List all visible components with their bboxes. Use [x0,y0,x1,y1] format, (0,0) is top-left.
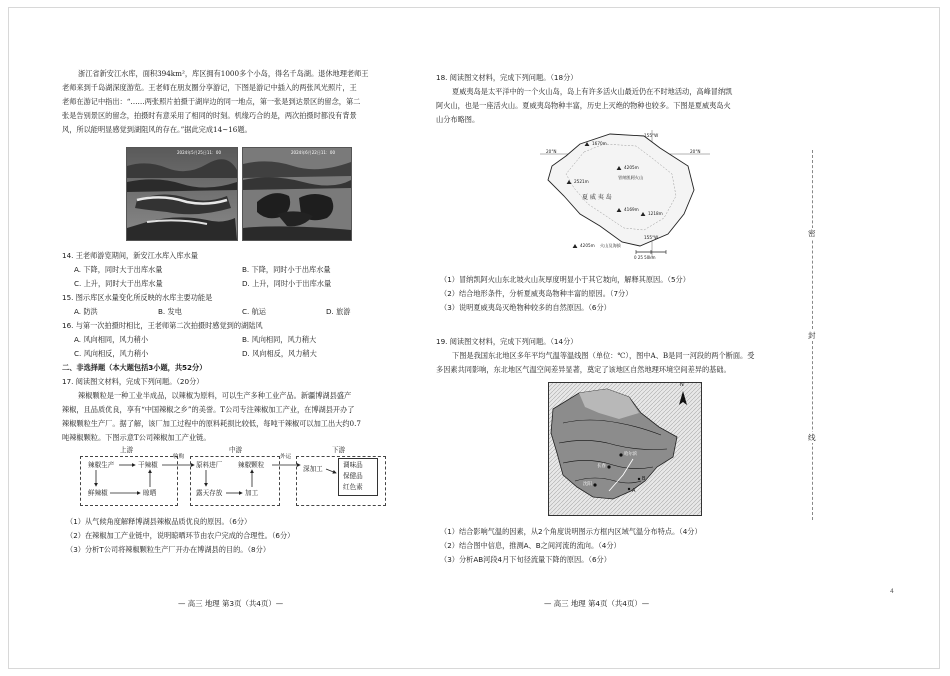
map-lat-right: 20°N [690,149,701,154]
chain-product-health: 保健品 [343,472,363,480]
map-legend-peak: 4205m [580,243,595,248]
chain-raw-material-entry: 原料进厂 [196,461,223,469]
right-page-footer: — 高三 地理 第4页（共4页）— [544,599,650,608]
q14-option-c[interactable]: C. 上升，同时大于出库水量 [74,279,163,288]
map-north-arrow-label: N [680,382,684,388]
q19-question-3: （3）分析AB河段4月下旬径流量下降的原因。（6分） [440,555,611,564]
map-city-shenyang: 沈阳 [583,482,592,487]
map-peak-mauna-kea-name: 冒纳凯阿火山 [618,175,644,180]
q19-question-2: （2）结合图中信息，推测A、B之间河流的流向。（4分） [440,541,621,550]
q18-question-2: （2）结合地形条件，分析夏威夷岛物种丰富的原因。（7分） [440,289,633,298]
chain-deep-processing: 深加工 [303,465,323,473]
map-peak-2521: 2521m [574,179,589,184]
map-city-harbin: 哈尔滨 [624,452,638,457]
chain-upstream-label: 上游 [120,446,134,454]
chain-downstream-label: 下游 [332,446,346,454]
chain-processing: 加工 [245,489,259,497]
chain-ship-out-label: 外运 [280,454,292,460]
q16-option-b[interactable]: B. 风向相同，风力稍大 [242,335,317,344]
chain-product-pigment: 红色素 [343,483,363,491]
map-island-name: 夏 威 夷 岛 [582,194,612,201]
map-point-b: B [642,476,646,482]
q17-material-4: 吨辣椒颗粒。下图示意T公司辣椒加工产业链。 [62,433,211,442]
map-city-changchun: 长春 [597,464,606,469]
q19-material-2: 多因素共同影响，东北地区气温空间差异显著，奠定了该地区自然地理环境空间差异的基础。 [436,365,731,374]
map-peak-4169: 4169m [624,207,639,212]
q15-stem: 15. 图示库区水量变化所反映的水库主要功能是 [62,293,213,302]
intro-line-5: 风，所以能明显感觉到湖阻风的存在。”据此完成14~16题。 [62,125,252,134]
chain-pepper-production: 辣椒生产 [88,461,115,469]
q18-question-3: （3）说明夏威夷岛灭绝物种较多的自然原因。（6分） [440,303,611,312]
q19-material-1: 下图是我国东北地区多年平均气温等温线图（单位：℃），图中A、B是同一河段的两个断面。受 [452,351,755,360]
q15-option-d[interactable]: D. 旅游 [326,307,351,316]
q14-option-b[interactable]: B. 下降，同时小于出库水量 [242,265,331,274]
map-lon-top: 155°W [644,133,659,138]
map-legend-label: 火山及海拔 [600,243,621,248]
q17-material-2: 辣椒，且品质优良，享有“中国辣椒之乡”的美誉。T公司专注辣椒加工产业，在博湖县开办了 [62,405,355,414]
map-peak-1218: 1218m [648,211,663,216]
map-peak-1670: 1670m [592,141,607,146]
hawaii-volcano-map [540,130,710,260]
intro-line-4: 张是告别景区的留念，拍摄时有意采用了相同的时刻。机缘巧合的是，两次拍摄时都没有背景 [62,111,357,120]
chain-dried-pepper: 干辣椒 [138,461,158,469]
chain-pepper-granules: 辣椒颗粒 [238,461,265,469]
q14-option-a[interactable]: A. 下降，同时大于出库水量 [74,265,163,274]
q14-stem: 14. 王老师游览期间，新安江水库入库水量 [62,251,198,260]
q16-option-d[interactable]: D. 风向相反，风力稍大 [242,349,317,358]
chain-midstream-label: 中游 [229,446,243,454]
map-point-a: A [632,488,636,494]
chain-open-air-storage: 露天存放 [196,489,223,497]
binding-char-seal: 密 [808,229,816,238]
q17-material-1: 辣椒颗粒是一种工业半成品，以辣椒为原料，可以生产多种工业产品。新疆博湖县盛产 [78,391,352,400]
q16-option-c[interactable]: C. 风向相反，风力稍小 [74,349,149,358]
q18-material-3: 山分布略图。 [436,115,480,124]
section2-title: 二、非选择题（本大题包括3小题，共52分） [62,363,207,372]
q17-stem: 17. 阅读图文材料，完成下列问题。（20分） [62,377,204,386]
q16-option-a[interactable]: A. 风向相同，风力稍小 [74,335,149,344]
intro-line-1: 浙江省新安江水库，面积394km²，库区拥有1000多个小岛，得名千岛湖。退休地理老师王 [78,69,369,78]
q17-question-3: （3）分析T公司将辣椒颗粒生产厂开办在博湖县的目的。（8分） [66,545,271,554]
northeast-china-isotherm-map [548,382,702,516]
intro-line-3: 老师在游记中指出：“……两张照片拍摄于湖岸边的同一地点，第一张是到达景区的留念，第二 [62,97,361,106]
q15-option-a[interactable]: A. 防洪 [74,307,98,316]
q18-question-1: （1）冒纳凯阿火山东北坡火山灰厚度明显小于其它坡向，解释其原因。（5分） [440,275,690,284]
q18-stem: 18. 阅读图文材料，完成下列问题。（18分） [436,73,578,82]
chain-fresh-pepper: 鲜辣椒 [88,489,108,497]
hawaii-island-outline [540,130,710,260]
northeast-china-map-drawing [549,383,701,515]
chain-sun-drying: 晾晒 [143,489,157,497]
q18-material-1: 夏威夷岛是太平洋中的一个火山岛，岛上有许多活火山最近仍在不时地活动，高峰冒纳凯 [452,87,733,96]
q14-option-d[interactable]: D. 上升，同时小于出库水量 [242,279,332,288]
intro-line-2: 老师来到千岛湖深度游览。王老师在朋友圈分享游记，下图是游记中插入的两张风光照片，王 [62,83,357,92]
q19-stem: 19. 阅读图文材料，完成下列问题。（14分） [436,337,578,346]
q18-material-2: 阿火山，也是一座活火山。夏威夷岛物种丰富，历史上灭绝的物种也较多。下图是夏威夷岛火 [436,101,731,110]
q17-material-3: 辣椒颗粒生产厂。据了解，该厂加工过程中的原料耗损比较低，每吨干辣椒可以加工出大约0.7 [62,419,361,428]
q16-stem: 16. 与第一次拍摄时相比，王老师第二次拍摄时感觉到的湖陆风 [62,321,263,330]
photo-second-timestamp: 2024年6月22日11：00 [291,150,335,155]
photo-first-timestamp: 2024年5月25日11：00 [177,150,221,155]
q17-question-1: （1）从气候角度解释博湖县辣椒品质优良的原因。（6分） [66,517,252,526]
map-scale: 0 25 50km [634,255,656,260]
left-page-footer: — 高三 地理 第3页（共4页）— [178,599,284,608]
map-lon-bottom: 155°W [644,235,659,240]
chain-buy-label: 收购 [173,454,185,460]
q15-option-b[interactable]: B. 发电 [158,307,182,316]
map-lat-left: 20°N [546,149,557,154]
chain-product-seasoning: 调味品 [343,461,363,469]
map-peak-4205: 4205m [624,165,639,170]
binding-char-close: 封 [808,331,816,340]
q17-question-2: （2）在辣椒加工产业链中，说明晾晒环节由农户完成的合理性。（6分） [66,531,295,540]
corner-mark: 4 [890,588,894,595]
binding-char-line: 线 [808,433,816,442]
q15-option-c[interactable]: C. 航运 [242,307,266,316]
q19-question-1: （1）结合影响气温的因素，从2个角度说明图示方框内区域气温分布特点。（4分） [440,527,702,536]
